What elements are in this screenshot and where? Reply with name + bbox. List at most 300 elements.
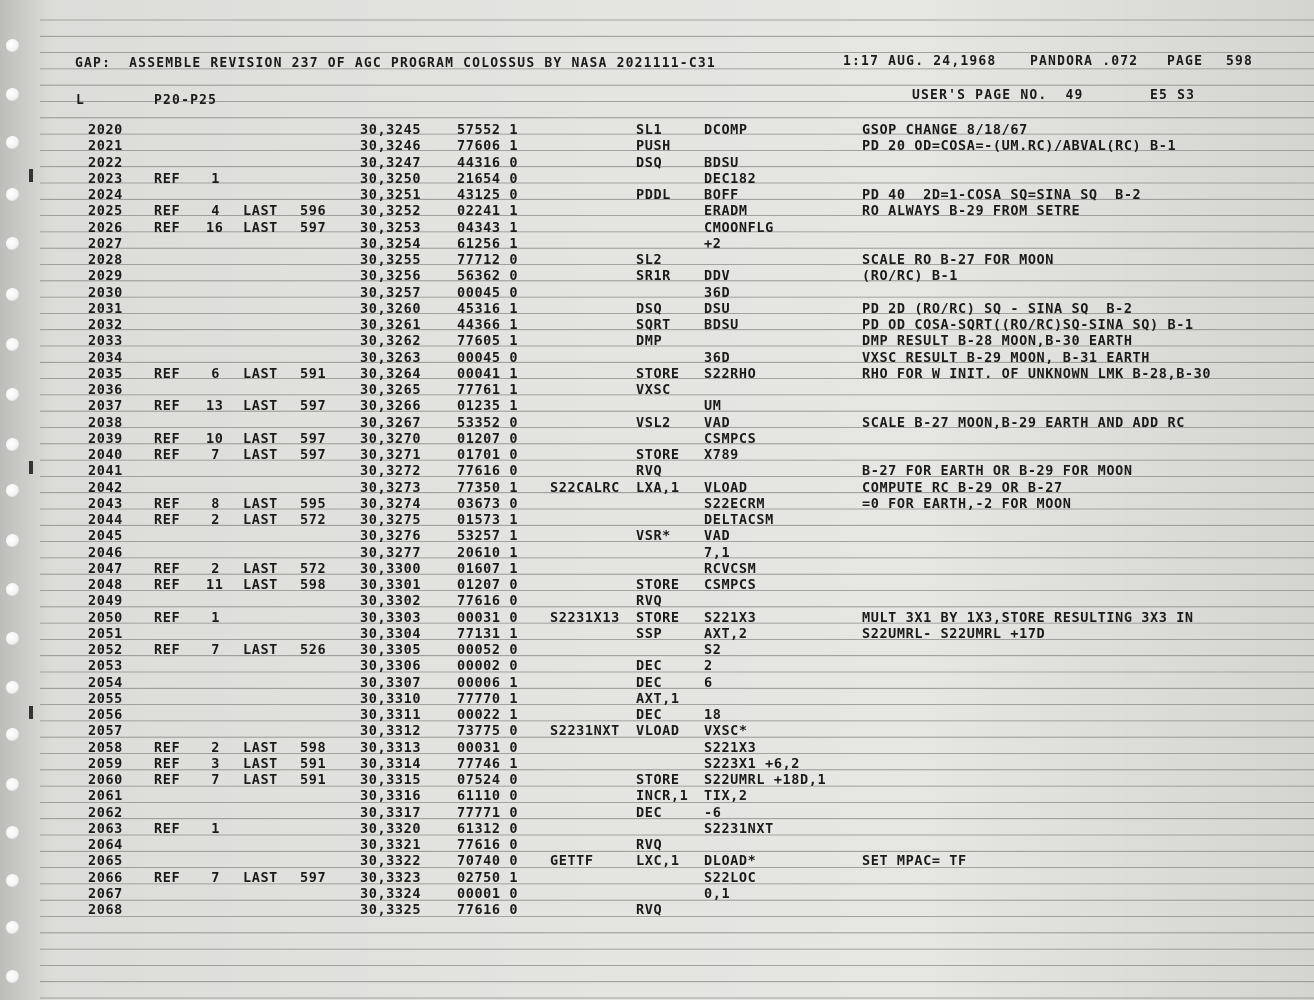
octal-word: 61110 0	[457, 788, 519, 805]
last-page: 572	[300, 560, 327, 577]
operand: VAD	[704, 528, 731, 545]
listing-row	[0, 447, 1314, 463]
line-number: 2031	[88, 300, 123, 317]
symbol-label: GETTF	[550, 853, 594, 870]
last-tag: LAST	[243, 219, 278, 236]
octal-word: 77746 1	[457, 755, 519, 772]
header-code: E5 S3	[1150, 88, 1196, 103]
operand: S22ECRM	[704, 495, 766, 512]
line-number: 2024	[88, 187, 123, 203]
address: 30,3324	[360, 885, 422, 902]
last-tag: LAST	[243, 577, 278, 593]
last-tag: LAST	[243, 739, 278, 756]
opcode: PDDL	[636, 187, 671, 203]
line-number: 2042	[88, 479, 123, 496]
line-number: 2023	[88, 170, 123, 187]
last-tag: LAST	[243, 869, 278, 886]
operand: S2	[704, 642, 722, 658]
operand: DCOMP	[704, 122, 748, 138]
address: 30,3321	[360, 837, 422, 853]
address: 30,3261	[360, 317, 422, 333]
opcode: DEC	[636, 707, 663, 723]
address: 30,3303	[360, 609, 422, 626]
operand: S22LOC	[704, 869, 757, 886]
line-number: 2035	[88, 365, 123, 382]
address: 30,3325	[360, 902, 422, 918]
octal-word: 01207 0	[457, 577, 519, 593]
punch-hole-icon	[6, 970, 19, 983]
address: 30,3274	[360, 495, 422, 512]
punch-hole-icon	[6, 921, 19, 934]
listing-row	[0, 902, 1314, 918]
operand: DELTACSM	[704, 512, 774, 528]
line-number: 2067	[88, 885, 123, 902]
last-tag: LAST	[243, 398, 278, 415]
line-number: 2052	[88, 642, 123, 658]
opcode: VLOAD	[636, 723, 680, 740]
operand: DSU	[704, 300, 731, 317]
opcode: DSQ	[636, 154, 663, 171]
last-page: 598	[300, 739, 327, 756]
last-tag: LAST	[243, 512, 278, 528]
line-number: 2040	[88, 447, 123, 463]
ref-count: 6	[211, 365, 220, 382]
listing-row	[0, 610, 1314, 626]
listing-row	[0, 382, 1314, 398]
address: 30,3262	[360, 333, 422, 350]
address: 30,3276	[360, 528, 422, 545]
listing-row	[0, 837, 1314, 853]
listing-row	[0, 268, 1314, 284]
octal-word: 01207 0	[457, 430, 519, 447]
listing-row	[0, 496, 1314, 512]
comment: GSOP CHANGE 8/18/67	[862, 122, 1028, 138]
opcode: VSR*	[636, 528, 671, 545]
operand: UM	[704, 398, 722, 415]
listing-row	[0, 788, 1314, 804]
header-page-number: 598	[1226, 54, 1254, 69]
line-number: 2037	[88, 398, 123, 415]
octal-word: 00045 0	[457, 284, 519, 301]
operand: BDSU	[704, 154, 739, 171]
address: 30,3314	[360, 755, 422, 772]
last-tag: LAST	[243, 642, 278, 658]
listing-row	[0, 740, 1314, 756]
comment: SET MPAC= TF	[862, 853, 967, 870]
address: 30,3257	[360, 284, 422, 301]
octal-word: 77616 0	[457, 463, 519, 480]
octal-word: 73775 0	[457, 723, 519, 740]
symbol-label: S2231X13	[550, 609, 620, 626]
ref-tag: REF	[154, 642, 181, 658]
octal-word: 45316 1	[457, 300, 519, 317]
octal-word: 00022 1	[457, 707, 519, 723]
ref-tag: REF	[154, 820, 181, 837]
line-number: 2025	[88, 203, 123, 220]
octal-word: 00001 0	[457, 885, 519, 902]
ref-tag: REF	[154, 755, 181, 772]
octal-word: 00031 0	[457, 609, 519, 626]
listing-row	[0, 220, 1314, 236]
comment: PD OD COSA-SQRT((RO/RC)SQ-SINA SQ) B-1	[862, 317, 1194, 333]
line-number: 2036	[88, 382, 123, 398]
operand: 36D	[704, 284, 731, 301]
ref-count: 8	[211, 495, 220, 512]
opcode: RVQ	[636, 463, 663, 480]
ref-count: 2	[211, 512, 220, 528]
opcode: SL2	[636, 252, 663, 268]
operand: RCVCSM	[704, 560, 757, 577]
comment: RHO FOR W INIT. OF UNKNOWN LMK B-28,B-30	[862, 365, 1212, 382]
octal-word: 00006 1	[457, 674, 519, 691]
operand: S22UMRL +18D,1	[704, 772, 827, 788]
address: 30,3252	[360, 203, 422, 220]
octal-word: 44366 1	[457, 317, 519, 333]
ref-count: 1	[211, 170, 220, 187]
listing-row	[0, 171, 1314, 187]
octal-word: 61312 0	[457, 820, 519, 837]
listing-row	[0, 187, 1314, 203]
listing-row	[0, 691, 1314, 707]
opcode: RVQ	[636, 593, 663, 610]
listing-row	[0, 138, 1314, 154]
operand: S221X3	[704, 609, 757, 626]
line-number: 2059	[88, 755, 123, 772]
operand: X789	[704, 447, 739, 463]
ref-tag: REF	[154, 170, 181, 187]
octal-word: 57552 1	[457, 122, 519, 138]
address: 30,3320	[360, 820, 422, 837]
operand: DEC182	[704, 170, 757, 187]
address: 30,3302	[360, 593, 422, 610]
operand: S2231NXT	[704, 820, 774, 837]
line-number: 2065	[88, 853, 123, 870]
address: 30,3317	[360, 804, 422, 821]
operand: VLOAD	[704, 479, 748, 496]
address: 30,3322	[360, 853, 422, 870]
comment: PD 2D (RO/RC) SQ - SINA SQ B-2	[862, 300, 1133, 317]
last-page: 598	[300, 577, 327, 593]
operand: +2	[704, 235, 722, 252]
listing-row	[0, 561, 1314, 577]
punch-hole-icon	[6, 39, 19, 52]
listing-row	[0, 577, 1314, 593]
opcode: INCR,1	[636, 788, 689, 805]
octal-word: 02750 1	[457, 869, 519, 886]
last-page: 597	[300, 398, 327, 415]
line-number: 2051	[88, 625, 123, 642]
line-number: 2049	[88, 593, 123, 610]
octal-word: 01607 1	[457, 560, 519, 577]
address: 30,3275	[360, 512, 422, 528]
address: 30,3316	[360, 788, 422, 805]
operand: CMOONFLG	[704, 219, 774, 236]
header-title: GAP: ASSEMBLE REVISION 237 OF AGC PROGRAM COLOSSUS BY NASA 2021111-C31	[75, 56, 716, 71]
comment: DMP RESULT B-28 MOON,B-30 EARTH	[862, 333, 1133, 350]
address: 30,3307	[360, 674, 422, 691]
line-number: 2032	[88, 317, 123, 333]
ref-tag: REF	[154, 219, 181, 236]
address: 30,3270	[360, 430, 422, 447]
listing-row	[0, 870, 1314, 886]
symbol-label: S2231NXT	[550, 723, 620, 740]
header-users-page: USER'S PAGE NO. 49	[912, 88, 1084, 103]
operand: 0,1	[704, 885, 731, 902]
opcode: LXC,1	[636, 853, 680, 870]
opcode: DSQ	[636, 300, 663, 317]
listing-row	[0, 528, 1314, 544]
octal-word: 77770 1	[457, 690, 519, 707]
ref-tag: REF	[154, 203, 181, 220]
opcode: DMP	[636, 333, 663, 350]
last-page: 597	[300, 869, 327, 886]
opcode: STORE	[636, 365, 680, 382]
octal-word: 00052 0	[457, 642, 519, 658]
octal-word: 01701 0	[457, 447, 519, 463]
listing-row	[0, 285, 1314, 301]
address: 30,3315	[360, 772, 422, 788]
ref-count: 7	[211, 447, 220, 463]
listing-row	[0, 317, 1314, 333]
opcode: DEC	[636, 674, 663, 691]
ref-count: 11	[206, 577, 224, 593]
ref-tag: REF	[154, 398, 181, 415]
line-number: 2056	[88, 707, 123, 723]
opcode: VSL2	[636, 414, 671, 431]
opcode: SL1	[636, 122, 663, 138]
octal-word: 01235 1	[457, 398, 519, 415]
opcode: PUSH	[636, 138, 671, 155]
line-number: 2022	[88, 154, 123, 171]
operand: DDV	[704, 268, 731, 285]
address: 30,3266	[360, 398, 422, 415]
opcode: SQRT	[636, 317, 671, 333]
ref-tag: REF	[154, 430, 181, 447]
opcode: DEC	[636, 658, 663, 675]
line-number: 2054	[88, 674, 123, 691]
symbol-label: S22CALRC	[550, 479, 620, 496]
octal-word: 07524 0	[457, 772, 519, 788]
line-number: 2062	[88, 804, 123, 821]
operand: TIX,2	[704, 788, 748, 805]
ref-count: 2	[211, 560, 220, 577]
line-number: 2048	[88, 577, 123, 593]
last-page: 591	[300, 772, 327, 788]
last-page: 597	[300, 447, 327, 463]
listing-row	[0, 236, 1314, 252]
operand: 18	[704, 707, 722, 723]
last-tag: LAST	[243, 430, 278, 447]
comment: PD 20 OD=COSA=-(UM.RC)/ABVAL(RC) B-1	[862, 138, 1177, 155]
address: 30,3246	[360, 138, 422, 155]
address: 30,3312	[360, 723, 422, 740]
line-number: 2061	[88, 788, 123, 805]
listing-row	[0, 155, 1314, 171]
ref-count: 2	[211, 739, 220, 756]
operand: ERADM	[704, 203, 748, 220]
octal-word: 77616 0	[457, 837, 519, 853]
listing-row	[0, 805, 1314, 821]
last-tag: LAST	[243, 772, 278, 788]
ref-count: 16	[206, 219, 224, 236]
listing-row	[0, 512, 1314, 528]
ref-tag: REF	[154, 577, 181, 593]
opcode: SR1R	[636, 268, 671, 285]
line-number: 2045	[88, 528, 123, 545]
operand: VAD	[704, 414, 731, 431]
listing-row	[0, 350, 1314, 366]
operand: CSMPCS	[704, 577, 757, 593]
opcode: STORE	[636, 577, 680, 593]
opcode: RVQ	[636, 902, 663, 918]
address: 30,3277	[360, 544, 422, 561]
octal-word: 70740 0	[457, 853, 519, 870]
ref-tag: REF	[154, 447, 181, 463]
comment: MULT 3X1 BY 1X3,STORE RESULTING 3X3 IN	[862, 609, 1194, 626]
address: 30,3264	[360, 365, 422, 382]
octal-word: 02241 1	[457, 203, 519, 220]
comment: B-27 FOR EARTH OR B-29 FOR MOON	[862, 463, 1133, 480]
address: 30,3272	[360, 463, 422, 480]
listing-row	[0, 658, 1314, 674]
comment: VXSC RESULT B-29 MOON, B-31 EARTH	[862, 349, 1151, 366]
octal-word: 56362 0	[457, 268, 519, 285]
operand: 6	[704, 674, 713, 691]
listing-row	[0, 122, 1314, 138]
address: 30,3310	[360, 690, 422, 707]
ref-tag: REF	[154, 609, 181, 626]
ref-count: 3	[211, 755, 220, 772]
comment: RO ALWAYS B-29 FROM SETRE	[862, 203, 1081, 220]
opcode: LXA,1	[636, 479, 680, 496]
ref-count: 1	[211, 820, 220, 837]
last-tag: LAST	[243, 365, 278, 382]
ref-count: 7	[211, 642, 220, 658]
listing-row	[0, 431, 1314, 447]
ref-count: 1	[211, 609, 220, 626]
line-number: 2038	[88, 414, 123, 431]
address: 30,3260	[360, 300, 422, 317]
opcode: DEC	[636, 804, 663, 821]
opcode: VXSC	[636, 382, 671, 398]
comment: S22UMRL- S22UMRL +17D	[862, 625, 1046, 642]
address: 30,3253	[360, 219, 422, 236]
listing-row	[0, 203, 1314, 219]
address: 30,3265	[360, 382, 422, 398]
listing-row	[0, 398, 1314, 414]
operand: DLOAD*	[704, 853, 757, 870]
line-number: 2068	[88, 902, 123, 918]
line-number: 2043	[88, 495, 123, 512]
listing-row	[0, 853, 1314, 869]
header-section: P20-P25	[154, 93, 218, 108]
line-number: 2041	[88, 463, 123, 480]
line-number: 2030	[88, 284, 123, 301]
line-number: 2021	[88, 138, 123, 155]
octal-word: 61256 1	[457, 235, 519, 252]
address: 30,3311	[360, 707, 422, 723]
opcode: RVQ	[636, 837, 663, 853]
operand: S223X1 +6,2	[704, 755, 801, 772]
listing-row	[0, 252, 1314, 268]
address: 30,3254	[360, 235, 422, 252]
address: 30,3263	[360, 349, 422, 366]
octal-word: 77350 1	[457, 479, 519, 496]
comment: COMPUTE RC B-29 OR B-27	[862, 479, 1063, 496]
line-number: 2046	[88, 544, 123, 561]
opcode: SSP	[636, 625, 663, 642]
listing-row	[0, 821, 1314, 837]
octal-word: 77712 0	[457, 252, 519, 268]
address: 30,3304	[360, 625, 422, 642]
address: 30,3245	[360, 122, 422, 138]
address: 30,3300	[360, 560, 422, 577]
last-tag: LAST	[243, 495, 278, 512]
last-page: 597	[300, 219, 327, 236]
octal-word: 43125 0	[457, 187, 519, 203]
last-page: 595	[300, 495, 327, 512]
ref-count: 4	[211, 203, 220, 220]
operand: S22RHO	[704, 365, 757, 382]
last-page: 597	[300, 430, 327, 447]
comment: PD 40 2D=1-COSA SQ=SINA SQ B-2	[862, 187, 1142, 203]
octal-word: 01573 1	[457, 512, 519, 528]
operand: S221X3	[704, 739, 757, 756]
header-mode: L	[76, 93, 86, 108]
last-tag: LAST	[243, 755, 278, 772]
ref-tag: REF	[154, 869, 181, 886]
operand: 2	[704, 658, 713, 675]
listing-row	[0, 545, 1314, 561]
listing-row	[0, 301, 1314, 317]
listing-row	[0, 723, 1314, 739]
octal-word: 20610 1	[457, 544, 519, 561]
punch-hole-icon	[6, 88, 19, 101]
octal-word: 00002 0	[457, 658, 519, 675]
line-number: 2060	[88, 772, 123, 788]
last-page: 591	[300, 755, 327, 772]
line-number: 2029	[88, 268, 123, 285]
comment: SCALE B-27 MOON,B-29 EARTH AND ADD RC	[862, 414, 1185, 431]
line-number: 2064	[88, 837, 123, 853]
last-page: 591	[300, 365, 327, 382]
address: 30,3273	[360, 479, 422, 496]
listing-row	[0, 886, 1314, 902]
octal-word: 03673 0	[457, 495, 519, 512]
address: 30,3247	[360, 154, 422, 171]
octal-word: 00031 0	[457, 739, 519, 756]
operand: BDSU	[704, 317, 739, 333]
line-number: 2026	[88, 219, 123, 236]
line-number: 2063	[88, 820, 123, 837]
listing-row	[0, 675, 1314, 691]
ref-tag: REF	[154, 739, 181, 756]
address: 30,3250	[360, 170, 422, 187]
listing-row	[0, 366, 1314, 382]
line-number: 2039	[88, 430, 123, 447]
listing-row	[0, 593, 1314, 609]
octal-word: 77616 0	[457, 902, 519, 918]
opcode: STORE	[636, 609, 680, 626]
line-number: 2028	[88, 252, 123, 268]
line-number: 2053	[88, 658, 123, 675]
opcode: AXT,1	[636, 690, 680, 707]
address: 30,3256	[360, 268, 422, 285]
listing-row	[0, 333, 1314, 349]
operand: 7,1	[704, 544, 731, 561]
address: 30,3251	[360, 187, 422, 203]
line-number: 2050	[88, 609, 123, 626]
